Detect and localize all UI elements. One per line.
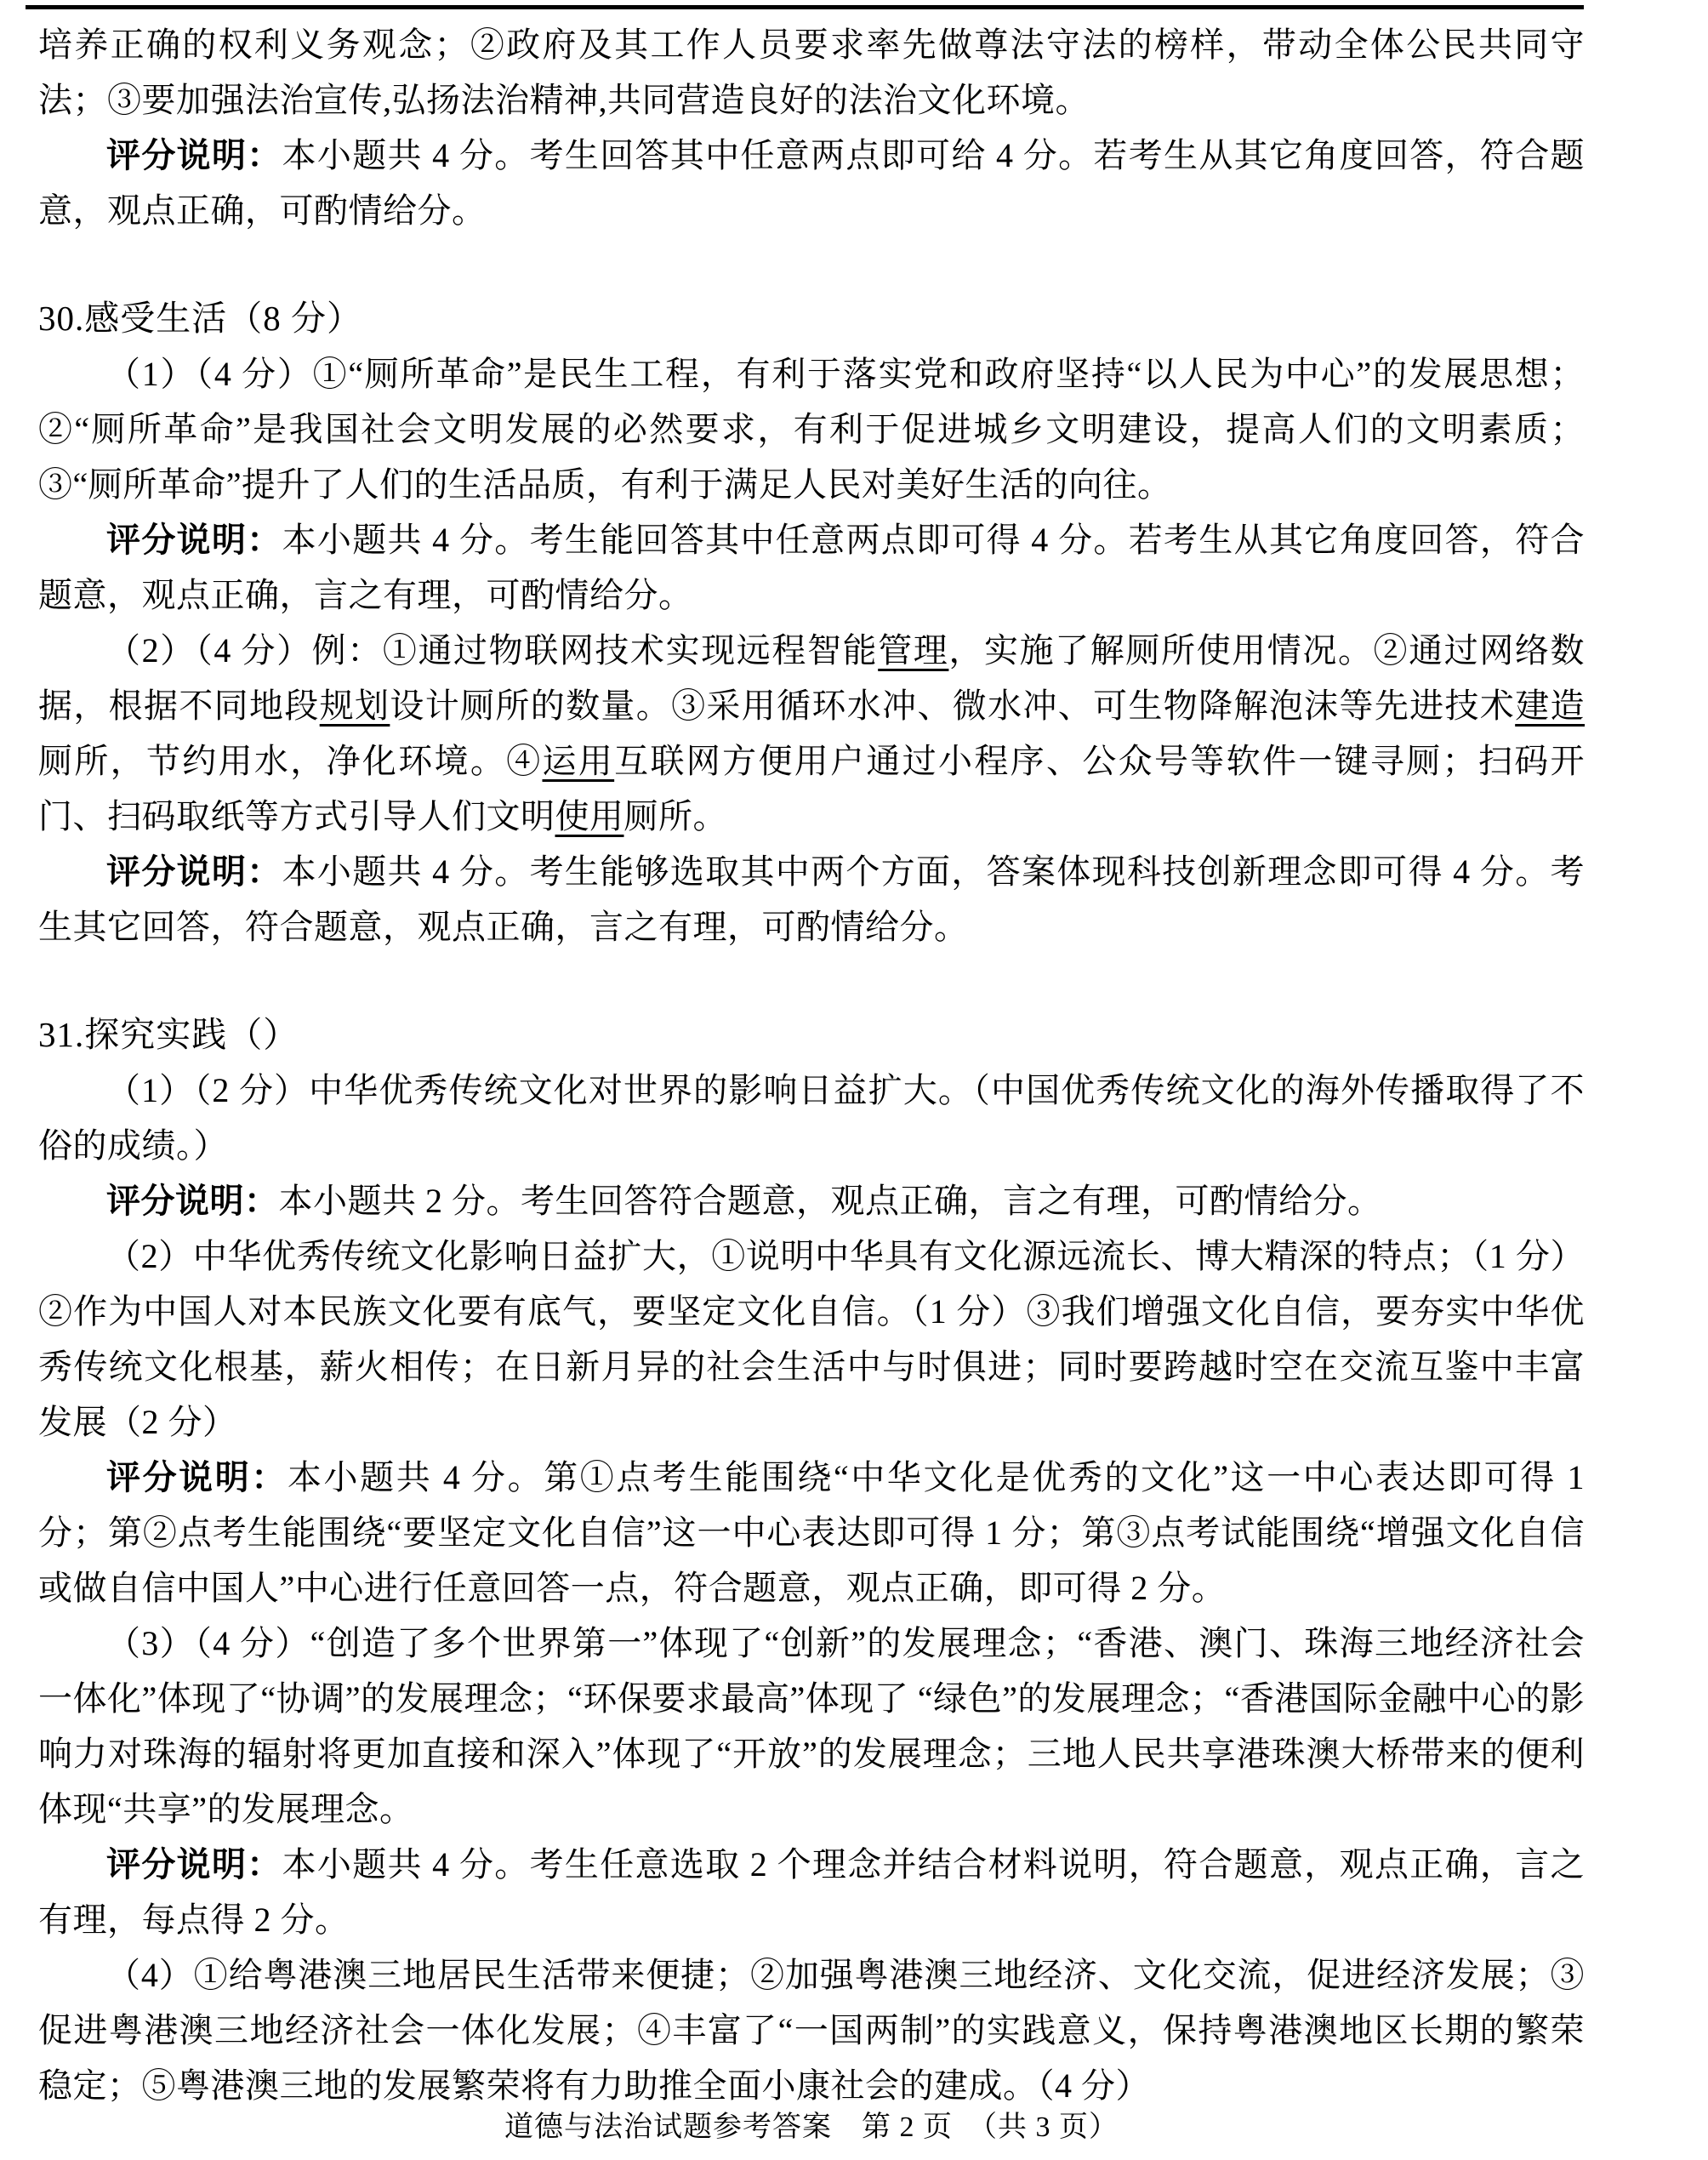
text-segment: 本小题共 4 分。第①点考生能围绕“中华文化是优秀的文化”这一中心表达即可得 1 分；第②点考生能围绕“要坚定文化自信”这一中心表达即可得 1 分；第③点考试能围绕“增强文化自信或做自信中国人”中心进行任意回答一点，符合题意，观点正确，即可得 2 分。 (38, 1458, 1585, 1607)
q31-answer-4 (38, 1947, 1585, 2113)
continuation-rule-of-law-answer (38, 17, 1585, 128)
q31-answer-2 (38, 1228, 1585, 1450)
text-segment: 培养正确的权利义务观念；②政府及其工作人员要求率先做尊法守法的榜样，带动全体公民共同守法；③要加强法治宣传,弘扬法治精神,共同营造良好的法治文化环境。 (38, 26, 1585, 119)
q30-scoring-note-1 (38, 512, 1585, 623)
text-segment: 本小题共 4 分。考生回答其中任意两点即可给 4 分。若考生从其它角度回答，符合题意，观点正确，可酌情给分。 (38, 136, 1586, 230)
q30-answer-1 (38, 346, 1585, 512)
text-segment: 互联网方便用户通过小程序、公众号等软件一键寻厕；扫码开门、扫码取纸等方式引导人们文明 (38, 742, 1586, 835)
text-segment: （2）（4 分）例：①通过物联网技术实现远程智能 (106, 631, 879, 670)
scoring-note-label: 评分说明： (106, 521, 282, 559)
q31-answer-3 (38, 1616, 1585, 1837)
text-segment: 本小题共 4 分。考生能够选取其中两个方面，答案体现科技创新理念即可得 4 分。考生其它回答，符合题意，观点正确，言之有理，可酌情给分。 (38, 852, 1586, 946)
text-segment: 31.探究实践（） (38, 1015, 299, 1054)
scoring-note-previous-question (38, 128, 1585, 238)
text-segment: （1）（4 分）①“厕所革命”是民生工程，有利于落实党和政府坚持“以人民为中心”的发展思想；②“厕所革命”是我国社会文明发展的必然要求，有利于促进城乡文明建设，提高人们的文明素质；③“厕所革命”提升了人们的生活品质，有利于满足人民对美好生活的向往。 (38, 355, 1585, 504)
scoring-note-label: 评分说明： (106, 136, 282, 174)
text-segment: 30.感受生活（8 分） (38, 299, 362, 338)
text-segment: 建造 (1515, 687, 1586, 725)
text-segment: 使用 (555, 797, 624, 835)
text-segment: （3）（4 分）“创造了多个世界第一”体现了“创新”的发展理念；“香港、澳门、珠海三地经济社会一体化”体现了“协调”的发展理念；“环保要求最高”体现了 “绿色”的发展理念；“香港国际金融中心的影响力对珠海的辐射将更加直接和深入”体现了“开放”的发展理念；三地人民共享港珠澳大桥带来的便利体现“共享”的发展理念。 (38, 1624, 1585, 1828)
text-segment: ，实施了解厕所使用情况。②通过网络数据，根据不同地段 (38, 631, 1586, 725)
scoring-note-label: 评分说明： (106, 1845, 282, 1884)
q31-answer-1 (38, 1063, 1585, 1173)
text-segment: 设计厕所的数量。③采用循环水冲、微水冲、可生物降解泡沫等先进技术 (390, 687, 1516, 725)
text-segment: （2）中华优秀传统文化影响日益扩大，①说明中华具有文化源远流长、博大精深的特点；（1 分）②作为中国人对本民族文化要有底气，要坚定文化自信。（1 分）③我们增强文化自信，要夯实中华优秀传统文化根基，薪火相传；在日新月异的社会生活中与时俱进；同时要跨越时空在交流互鉴中丰富发展（2 分） (38, 1237, 1585, 1441)
q31-scoring-note-3 (38, 1837, 1585, 1947)
q30-scoring-note-2 (38, 844, 1585, 955)
document-body (38, 17, 1585, 2113)
text-segment: 本小题共 2 分。考生回答符合题意，观点正确，言之有理，可酌情给分。 (278, 1182, 1382, 1220)
text-segment: 本小题共 4 分。考生能回答其中任意两点即可得 4 分。若考生从其它角度回答，符合题意，观点正确，言之有理，可酌情给分。 (38, 521, 1586, 614)
page-top-rule (26, 5, 1584, 9)
text-segment: 运用 (542, 742, 615, 780)
text-segment: 管理 (878, 631, 949, 670)
scoring-note-label: 评分说明： (106, 852, 282, 891)
scoring-note-label: 评分说明： (106, 1458, 288, 1496)
q31-scoring-note-1 (38, 1173, 1585, 1228)
scoring-note-label: 评分说明： (106, 1182, 279, 1220)
text-segment: （1）（2 分）中华优秀传统文化对世界的影响日益扩大。（中国优秀传统文化的海外传播取得了不俗的成绩。） (38, 1071, 1585, 1165)
text-segment: 厕所。 (623, 797, 727, 835)
page-footer: 道德与法治试题参考答案 第 2 页 （共 3 页） (504, 2112, 1119, 2143)
question-30-heading (38, 291, 1585, 346)
text-segment: 厕所，节约用水，净化环境。④ (38, 742, 543, 780)
q30-answer-2 (38, 623, 1585, 844)
q31-scoring-note-2 (38, 1450, 1585, 1616)
text-segment: （4）①给粤港澳三地居民生活带来便捷；②加强粤港澳三地经济、文化交流，促进经济发展；③促进粤港澳三地经济社会一体化发展；④丰富了“一国两制”的实践意义，保持粤港澳地区长期的繁荣稳定；⑤粤港澳三地的发展繁荣将有力助推全面小康社会的建成。（4 分） (38, 1956, 1585, 2105)
question-31-heading (38, 1007, 1585, 1063)
text-segment: 本小题共 4 分。考生任意选取 2 个理念并结合材料说明，符合题意，观点正确，言之有理，每点得 2 分。 (38, 1845, 1586, 1939)
text-segment: 规划 (319, 687, 390, 725)
